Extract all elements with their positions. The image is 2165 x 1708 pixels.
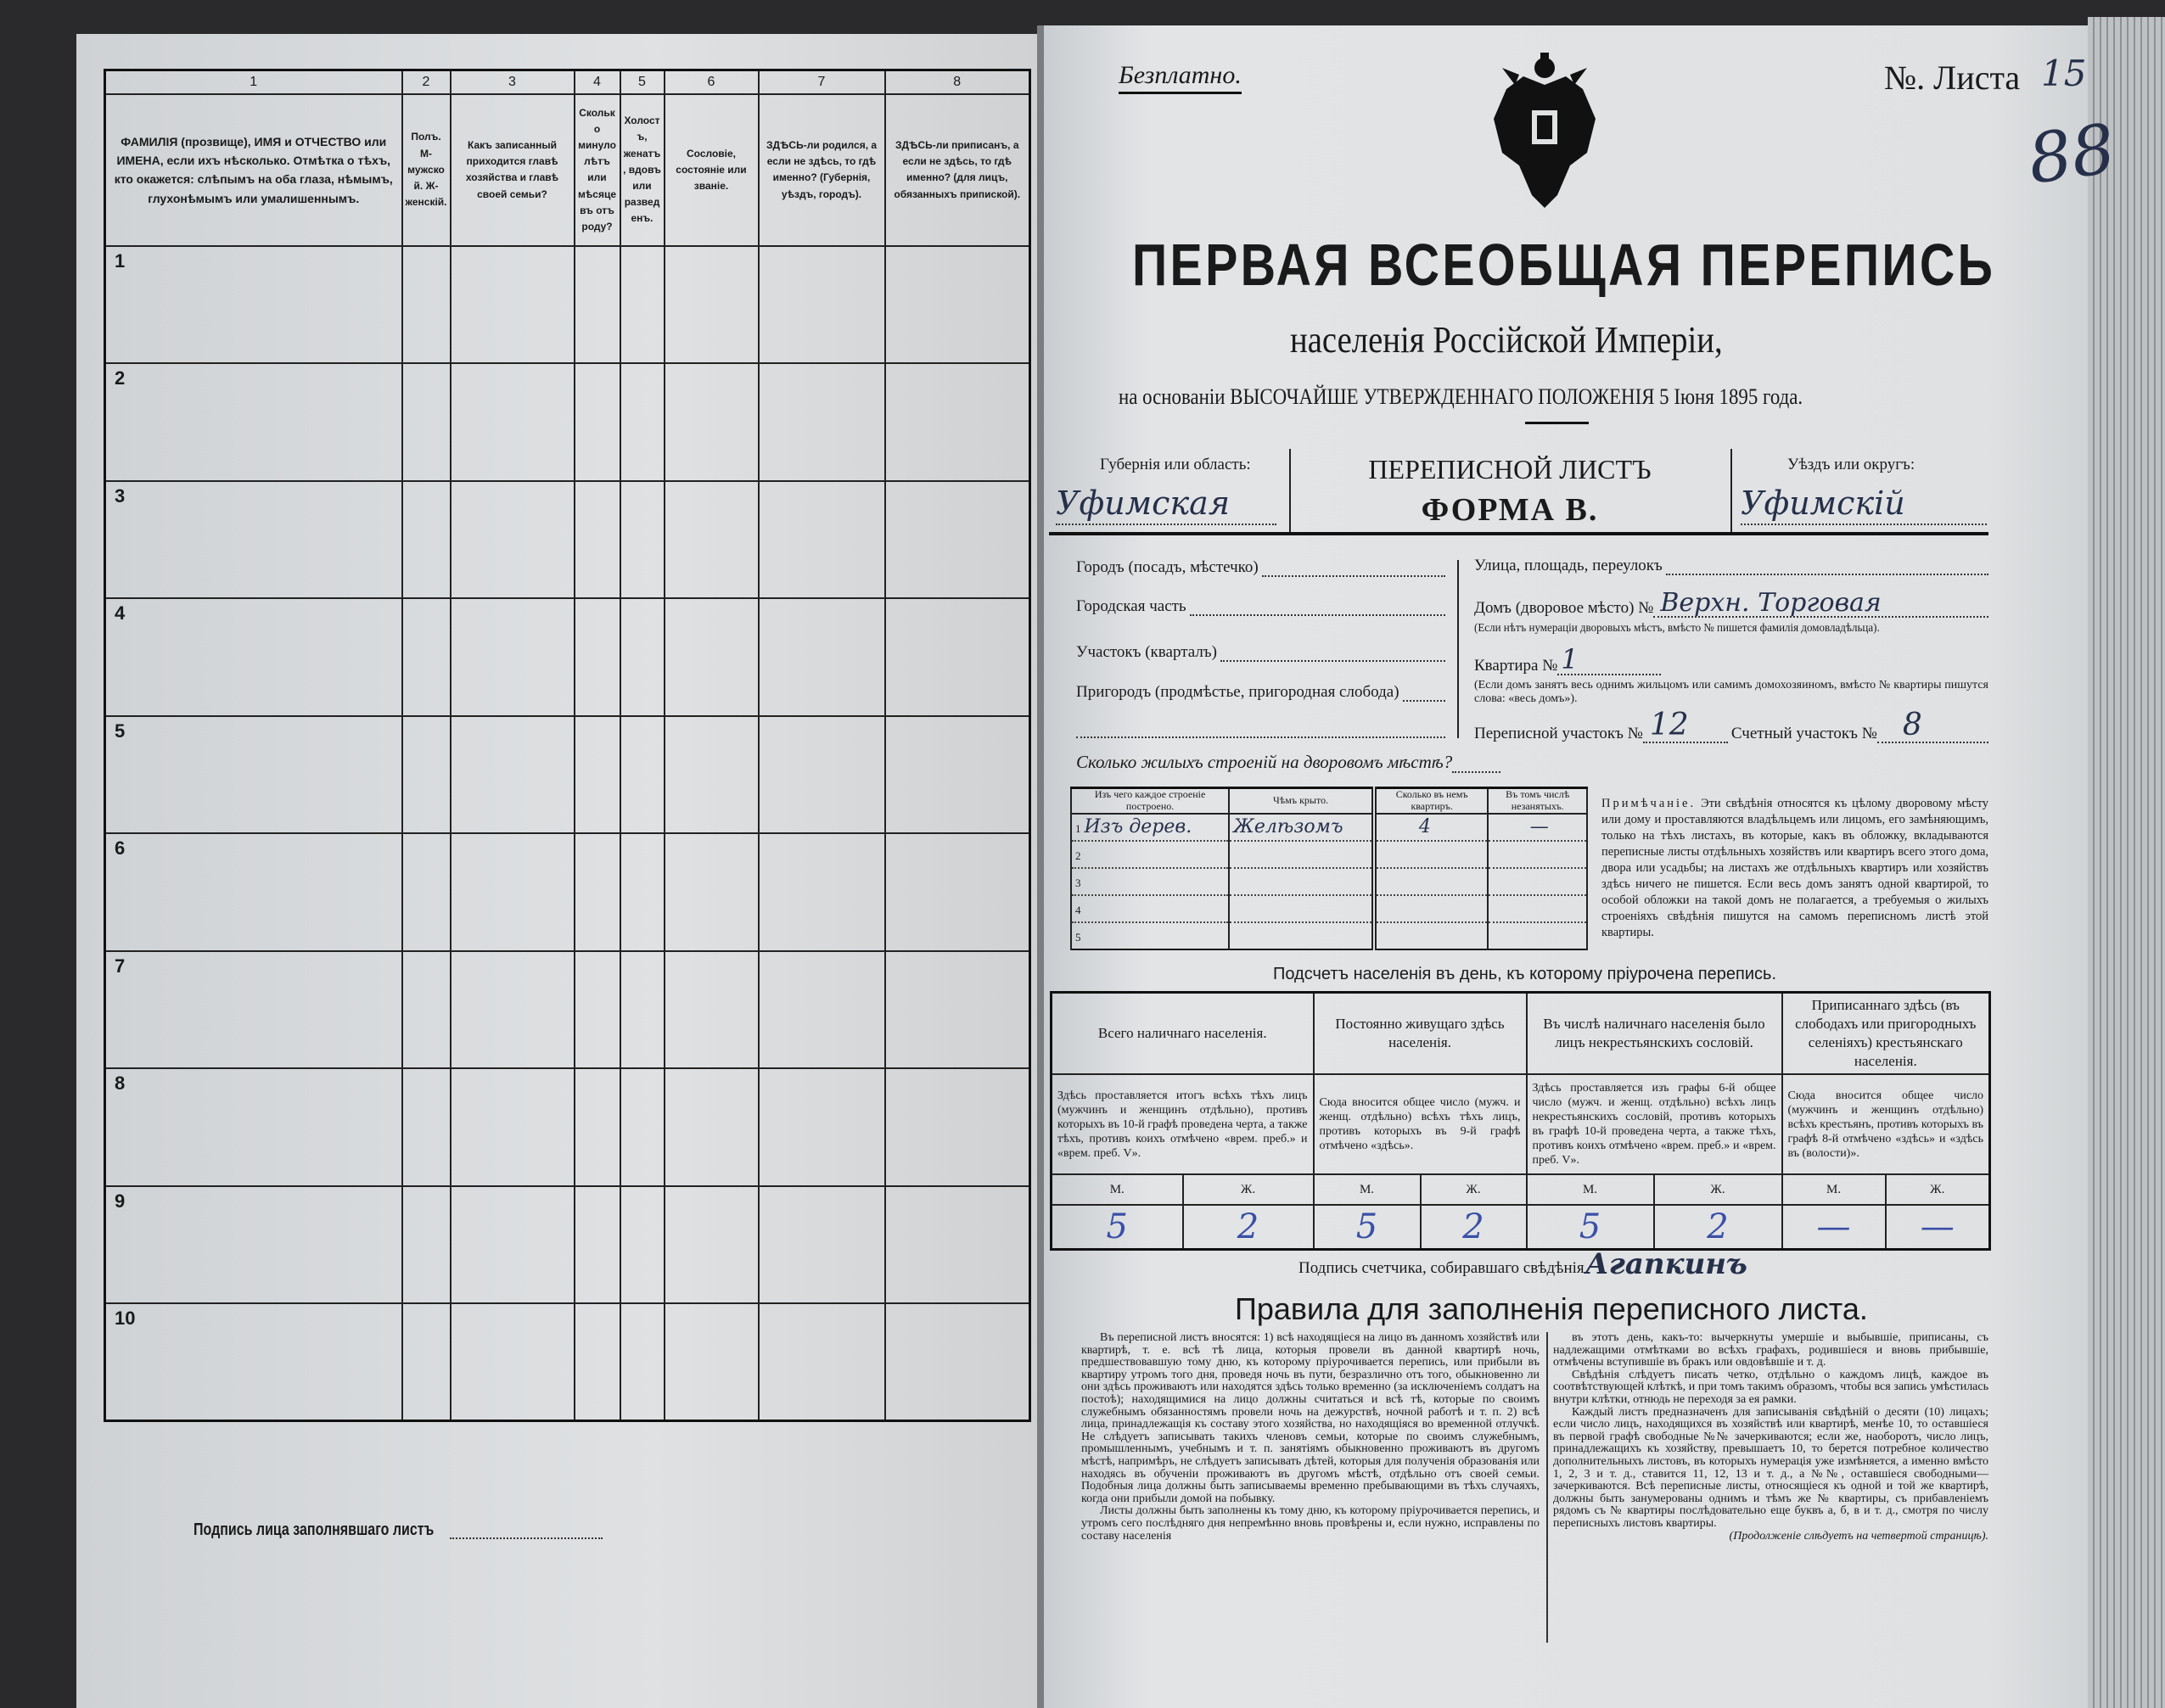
count-value[interactable]: 2 [1183, 1205, 1314, 1250]
table-row [105, 1186, 1030, 1303]
apartment-row [1474, 645, 1661, 675]
street-field[interactable] [1666, 557, 1988, 575]
building-number: 3 [1075, 876, 1081, 890]
row-number[interactable]: 8 [105, 1068, 402, 1185]
sex-label: М. [1782, 1174, 1886, 1205]
rules-paragraph: Въ переписной листъ вносятся: 1) всѣ находящіеся на лицо въ данномъ хозяйствѣ или квартирѣ, т. е. всѣ тѣ лица, которыя провели въ данной квартирѣ ночь, предшествовавшую тому дню, къ которому пріурочивается перепись, или прибыли въ квартиру утромъ того дня, проведя ночь въ пути, безразлично отъ того, обыкновенно ли они здѣсь проживаютъ или находятся здѣсь только временно (за исключеніемъ солдатъ на постоѣ); находящимися на лицо должны считаться и всѣ тѣ, которые по своимъ служебнымъ обязанностямъ провели ночь на дежурствѣ, ночной работѣ и т. п. 2) всѣ лица, принадлежащія къ составу этого хозяйства, но находящіяся во временной отлучкѣ. Не слѣдуетъ записывать такихъ членовъ семьи, которые по своимъ служебнымъ, промышленнымъ, учебнымъ и т. п. занятіямъ обыкновенно проживаютъ въ другомъ мѣстѣ, напримѣръ, не слѣдуетъ записывать дѣтей, которыя для полученія образованія или находясь въ обученіи проживаютъ въ другомъ мѣстѣ, отдѣльно отъ своей семьи. Подобныя лица должны быть записываемы временно пребывающими въ тѣхъ случаяхъ, когда они прибыли домой на побывку. [1081, 1331, 1540, 1505]
table-row [1071, 841, 1587, 868]
enumerator-signature-label: Подпись счетчика, собиравшаго свѣдѣнія [1298, 1259, 1584, 1277]
table-cell[interactable] [665, 951, 759, 1068]
row-number[interactable]: 3 [105, 481, 402, 598]
table-cell[interactable] [885, 598, 1030, 715]
house-field[interactable]: Верхн. Торговая [1653, 591, 1988, 618]
table-cell[interactable] [620, 481, 665, 598]
table-cell[interactable] [575, 1068, 620, 1185]
count-title: Подсчетъ населенія въ день, къ которому пріурочена перепись. [1273, 965, 1777, 983]
document-title: ПЕРВАЯ ВСЕОБЩАЯ ПЕРЕПИСЬ [1132, 232, 1996, 298]
apartments-cell[interactable] [1374, 922, 1488, 949]
district-field[interactable]: Уфимскій [1741, 483, 1987, 525]
table-cell[interactable] [620, 246, 665, 363]
apartment-field[interactable]: 1 [1557, 645, 1661, 675]
table-row [1071, 814, 1587, 841]
table-cell[interactable] [451, 481, 575, 598]
count-value[interactable]: — [1782, 1205, 1886, 1250]
table-row [1071, 868, 1587, 895]
count-description: Сюда вносится общее число (мужчинъ и женщинъ отдѣльно) всѣхъ крестьянъ, противъ которыхъ въ графѣ 8-й отмѣчено «здѣсь» и «здѣсь въ (волости)». [1782, 1074, 1990, 1174]
sex-label: Ж. [1183, 1174, 1314, 1205]
table-row [105, 363, 1030, 480]
form-header-band [1049, 449, 1988, 535]
table-cell[interactable] [759, 363, 885, 480]
vacant-cell[interactable] [1488, 895, 1587, 922]
roof-cell[interactable] [1229, 841, 1374, 868]
table-cell[interactable] [885, 363, 1030, 480]
sex-label: М. [1052, 1174, 1183, 1205]
enumerator-signature: Агапкинъ [1585, 1247, 1747, 1281]
count-header: Въ числѣ наличнаго населенія было лицъ некрестьянскихъ сословій. [1527, 993, 1782, 1075]
table-cell[interactable] [759, 1303, 885, 1421]
column-header: Холостъ, женатъ, вдовъ или разведенъ. [620, 94, 665, 246]
table-cell[interactable] [402, 1068, 451, 1185]
filler-signature-line[interactable] [450, 1537, 603, 1539]
table-cell[interactable] [451, 716, 575, 833]
table-cell[interactable] [759, 833, 885, 950]
table-cell[interactable] [402, 1303, 451, 1421]
rules-paragraph: въ этотъ день, какъ-то: вычеркнуты умершіе и выбывшіе, приписаны, съ надлежащими отмѣтками во всѣхъ графахъ, родившіеся и вновь прибывшіе, отмѣчены вступившіе въ бракъ или овдовѣвшіе и т. д. [1553, 1331, 1988, 1369]
table-cell[interactable] [451, 1186, 575, 1303]
sex-label: Ж. [1654, 1174, 1782, 1205]
table-row [105, 481, 1030, 598]
table-cell[interactable] [885, 833, 1030, 950]
roof-cell[interactable]: Желѣзомъ [1229, 814, 1374, 841]
table-cell[interactable] [620, 833, 665, 950]
table-cell[interactable] [402, 481, 451, 598]
address-label: Пригородъ (продмѣстье, пригородная слобода) [1076, 683, 1399, 701]
table-cell[interactable] [665, 1303, 759, 1421]
rules-divider [1546, 1332, 1548, 1643]
table-row [1071, 895, 1587, 922]
table-cell[interactable] [451, 1068, 575, 1185]
row-number[interactable]: 7 [105, 951, 402, 1068]
archive-number: 88 [2023, 109, 2120, 199]
address-extra-line[interactable] [1076, 736, 1445, 738]
note-title: Примѣчаніе. [1601, 797, 1697, 810]
rules-paragraph: Листы должны быть заполнены къ тому дню, къ которому пріурочивается перепись, и утромъ сего послѣдняго дня непремѣнно вновь провѣрены и, если нужно, исправлены по составу населенія [1081, 1504, 1540, 1543]
table-cell[interactable] [885, 246, 1030, 363]
form-title: ПЕРЕПИСНОЙ ЛИСТЪ [1368, 454, 1652, 484]
table-cell[interactable] [402, 246, 451, 363]
apartments-cell[interactable] [1374, 868, 1488, 895]
address-row [1076, 643, 1445, 662]
building-number: 2 [1075, 849, 1081, 863]
table-cell[interactable] [759, 598, 885, 715]
rules-title: Правила для заполненія переписного листа. [1235, 1291, 1868, 1326]
count-value[interactable]: 2 [1421, 1205, 1527, 1250]
table-row [105, 951, 1030, 1068]
address-divider [1457, 560, 1459, 738]
sex-label: Ж. [1886, 1174, 1990, 1205]
vacant-cell[interactable] [1488, 841, 1587, 868]
column-number: 3 [451, 70, 575, 94]
material-cell[interactable] [1071, 814, 1229, 841]
house-label: Домъ (дворовое мѣсто) № [1474, 599, 1654, 617]
table-cell[interactable] [402, 598, 451, 715]
material-value: Изъ дерев. [1084, 816, 1192, 838]
table-cell[interactable] [575, 951, 620, 1068]
table-cell[interactable] [402, 363, 451, 480]
apartment-note: (Если домъ занятъ весь однимъ жильцомъ или самимъ домохозяиномъ, вмѣсто № квартиры пишутся слова: «весь домъ»). [1474, 679, 1988, 705]
address-row [1076, 597, 1445, 616]
rules-paragraph: Каждый листъ предназначенъ для записыванія свѣдѣній о десяти (10) лицахъ; если число лицъ, находящихся въ хозяйствѣ или квартирѣ, менѣе 10, то оставшіеся въ первой графѣ свободные №№ зачеркиваются; если же, наоборотъ, число лицъ, принадлежащихъ къ хозяйству, превышаетъ 10, то берется потребное количество дополнительныхъ листовъ, въ которыхъ нумерація уже измѣняется, а именно вмѣсто 1, 2, 3 и т. д., ставится 11, 12, 13 и т. д., а №№, оставшіеся свободными—зачеркиваются. Всѣ переписные листы, относящіеся къ одной и той же квартирѣ, должны быть занумерованы однимъ и тѣмъ же № квартиры, съ прибавленіемъ рядомъ съ № квартиры послѣдовательно еще буквъ а, б, в и т. д., смотря по числу переписныхъ листовъ квартиры. [1553, 1405, 1988, 1530]
free-label: Безплатно. [1119, 61, 1242, 94]
table-row [105, 833, 1030, 950]
table-cell[interactable] [620, 951, 665, 1068]
buildings-note [1601, 796, 1988, 941]
building-number: 1 [1075, 822, 1081, 836]
row-number[interactable]: 1 [105, 246, 402, 363]
address-field[interactable] [1403, 683, 1445, 702]
table-cell[interactable] [575, 246, 620, 363]
address-label: Участокъ (кварталъ) [1076, 643, 1217, 661]
table-row [1071, 922, 1587, 949]
sheet-number-label: №. Листа [1884, 59, 2021, 97]
title-rule [1525, 422, 1589, 424]
table-cell[interactable] [759, 951, 885, 1068]
rules-right-column [1553, 1332, 1988, 1543]
table-cell[interactable] [620, 598, 665, 715]
table-cell[interactable] [665, 246, 759, 363]
vacant-cell[interactable] [1488, 922, 1587, 949]
form-type: ФОРМА В. [1421, 492, 1599, 528]
column-header: ЗДѢСЬ-ли приписанъ, а если не здѣсь, то гдѣ именно? (для лицъ, обязанныхъ припиской). [885, 94, 1030, 246]
column-header: Сословіе, состояніе или званіе. [665, 94, 759, 246]
buildings-header: Изъ чего каждое строеніе построено. [1071, 788, 1229, 814]
table-cell[interactable] [451, 598, 575, 715]
count-value[interactable]: 5 [1314, 1205, 1421, 1250]
column-number: 6 [665, 70, 759, 94]
column-header: ЗДѢСЬ-ли родился, а если не здѣсь, то гдѣ именно? (Губернія, уѣздъ, городъ). [759, 94, 885, 246]
column-header: ФАМИЛІЯ (прозвище), ИМЯ и ОТЧЕСТВО или ИМЕНА, если ихъ нѣсколько. Отмѣтка о тѣхъ, кто окажется: слѣпымъ на оба глаза, нѣмымъ, глухонѣмымъ или умалишеннымъ. [105, 94, 402, 246]
buildings-question-row [1076, 752, 1500, 773]
rules-paragraph: Свѣдѣнія слѣдуетъ писать четко, отдѣльно о каждомъ лицѣ, каждое въ соотвѣтствующей клѣткѣ, и при томъ такимъ образомъ, чтобы вся запись умѣстилась внутри клѣтки, отнюдь не переходя за ея рамки. [1553, 1368, 1988, 1406]
table-cell[interactable] [759, 1068, 885, 1185]
column-number: 2 [402, 70, 451, 94]
count-value[interactable]: 5 [1052, 1205, 1183, 1250]
table-cell[interactable] [402, 833, 451, 950]
buildings-header: Сколько въ немъ квартиръ. [1374, 788, 1488, 814]
table-row [105, 246, 1030, 363]
book-gutter [1037, 25, 1044, 1708]
count-description: Сюда вносится общее число (мужч. и женщ. отдѣльно) всѣхъ тѣхъ лицъ, противъ которыхъ въ 9-й графѣ отмѣчено «здѣсь». [1314, 1074, 1527, 1174]
legal-basis: на основаніи ВЫСОЧАЙШЕ УТВЕРЖДЕННАГО ПОЛОЖЕНІЯ 5 Іюня 1895 года. [1119, 384, 1803, 409]
table-row [105, 1303, 1030, 1421]
table-cell[interactable] [575, 363, 620, 480]
table-cell[interactable] [575, 598, 620, 715]
table-cell[interactable] [759, 716, 885, 833]
building-number: 4 [1075, 904, 1081, 917]
column-number: 7 [759, 70, 885, 94]
table-row [105, 716, 1030, 833]
column-number: 8 [885, 70, 1030, 94]
count-value[interactable]: 2 [1654, 1205, 1782, 1250]
address-field[interactable] [1220, 643, 1445, 662]
table-cell[interactable] [665, 598, 759, 715]
rules-left-column [1081, 1332, 1540, 1543]
sex-label: М. [1314, 1174, 1421, 1205]
row-number[interactable]: 2 [105, 363, 402, 480]
material-cell[interactable] [1071, 922, 1229, 949]
count-header: Постоянно живущаго здѣсь населенія. [1314, 993, 1527, 1075]
table-cell[interactable] [575, 716, 620, 833]
table-cell[interactable] [402, 716, 451, 833]
house-row [1474, 588, 1988, 618]
buildings-question: Сколько жилыхъ строеній на дворовомъ мѣстѣ? [1076, 752, 1453, 772]
row-number[interactable]: 6 [105, 833, 402, 950]
buildings-answer-field[interactable] [1452, 752, 1500, 773]
column-number: 5 [620, 70, 665, 94]
table-cell[interactable] [451, 363, 575, 480]
apartments-cell[interactable] [1374, 841, 1488, 868]
table-cell[interactable] [575, 833, 620, 950]
table-cell[interactable] [885, 951, 1030, 1068]
column-header: Какъ записанный приходится главѣ хозяйства и главѣ своей семьи? [451, 94, 575, 246]
province-field[interactable]: Уфимская [1056, 483, 1276, 525]
buildings-header: Въ томъ числѣ незанятыхъ. [1488, 788, 1587, 814]
building-number: 5 [1075, 931, 1081, 944]
house-note: (Если нѣтъ нумераціи дворовыхъ мѣстъ, вмѣсто № пишется фамилія домовладѣльца). [1474, 622, 1880, 635]
district-label: Уѣздъ или округъ: [1787, 456, 1915, 473]
vacant-cell[interactable] [1488, 868, 1587, 895]
census-district-field[interactable]: 12 [1643, 709, 1728, 743]
table-cell[interactable] [759, 481, 885, 598]
material-cell[interactable] [1071, 841, 1229, 868]
count-description: Здѣсь проставляется итогъ всѣхъ тѣхъ лицъ (мужчинъ и женщинъ отдѣльно), противъ которыхъ въ 10-й графѣ проведена черта, а также тѣхъ, противъ коихъ отмѣчено «врем. преб.» и «врем. преб. V». [1052, 1074, 1314, 1174]
page-stack-edge [2088, 17, 2165, 1708]
street-row [1474, 557, 1988, 575]
table-cell[interactable] [665, 1068, 759, 1185]
sex-label: М. [1527, 1174, 1654, 1205]
buildings-table [1070, 787, 1588, 950]
table-cell[interactable] [759, 1186, 885, 1303]
census-district-label: Переписной участокъ № [1474, 725, 1643, 742]
row-number[interactable]: 9 [105, 1186, 402, 1303]
count-header: Всего наличнаго населенія. [1052, 993, 1314, 1075]
table-cell[interactable] [575, 1303, 620, 1421]
table-cell[interactable] [620, 1068, 665, 1185]
table-row [105, 1068, 1030, 1185]
address-row [1076, 558, 1445, 577]
table-row [105, 598, 1030, 715]
apartment-label: Квартира № [1474, 657, 1558, 675]
district-numbers-row [1474, 709, 1988, 743]
table-cell[interactable] [575, 1186, 620, 1303]
table-cell[interactable] [665, 833, 759, 950]
table-cell[interactable] [451, 833, 575, 950]
roof-cell[interactable] [1229, 922, 1374, 949]
apartments-cell[interactable]: 4 [1374, 814, 1488, 841]
count-value[interactable]: 5 [1527, 1205, 1654, 1250]
table-cell[interactable] [885, 1303, 1030, 1421]
table-cell[interactable] [402, 1186, 451, 1303]
material-cell[interactable] [1071, 868, 1229, 895]
material-cell[interactable] [1071, 895, 1229, 922]
filler-signature-label: Подпись лица заполнявшаго листъ [194, 1520, 435, 1539]
address-field[interactable] [1262, 558, 1445, 577]
row-number[interactable]: 4 [105, 598, 402, 715]
table-cell[interactable] [620, 363, 665, 480]
roof-cell[interactable] [1229, 895, 1374, 922]
row-number[interactable]: 5 [105, 716, 402, 833]
province-label: Губернія или область: [1100, 456, 1251, 473]
roof-cell[interactable] [1229, 868, 1374, 895]
sex-label: Ж. [1421, 1174, 1527, 1205]
column-number: 1 [105, 70, 402, 94]
population-count-table [1050, 991, 1991, 1251]
table-cell[interactable] [885, 481, 1030, 598]
document-subtitle: населенія Россійской Имперіи, [1290, 319, 1723, 361]
count-district-label: Счетный участокъ № [1730, 725, 1877, 742]
table-cell[interactable] [665, 716, 759, 833]
table-cell[interactable] [620, 1186, 665, 1303]
table-cell[interactable] [620, 1303, 665, 1421]
street-label: Улица, площадь, переулокъ [1474, 557, 1663, 574]
table-cell[interactable] [885, 716, 1030, 833]
note-text: Эти свѣдѣнія относятся къ цѣлому дворовому мѣсту или дому и проставляются владѣльцемъ или лицомъ, его замѣняющимъ, только на тѣхъ листахъ, въ которые, какъ въ обложку, вкладываются переписные листы отдѣльныхъ хозяйствъ или квартиръ всего этого дома, двора или усадьбы; на листахъ же отдѣльныхъ квартиръ или хозяйствъ здѣсь ничего не пишется. Если весь домъ занятъ одной квартирой, то особой обложки на такой домъ не полагается, а требуемыя о жилыхъ строеніяхъ свѣдѣнія пишутся на самомъ переписномъ листѣ этой квартиры. [1601, 797, 1988, 939]
table-cell[interactable] [451, 246, 575, 363]
table-cell[interactable] [885, 1186, 1030, 1303]
table-cell[interactable] [885, 1068, 1030, 1185]
table-cell[interactable] [575, 481, 620, 598]
table-cell[interactable] [451, 1303, 575, 1421]
buildings-header: Чѣмъ крыто. [1229, 788, 1374, 814]
table-cell[interactable] [620, 716, 665, 833]
table-cell[interactable] [665, 481, 759, 598]
row-number[interactable]: 10 [105, 1303, 402, 1421]
count-header: Приписаннаго здѣсь (въ слободахъ или пригородныхъ селеніяхъ) крестьянскаго населенія. [1782, 993, 1990, 1075]
column-number: 4 [575, 70, 620, 94]
count-district-field[interactable]: 8 [1877, 709, 1988, 743]
table-cell[interactable] [402, 951, 451, 1068]
address-label: Городская часть [1076, 597, 1186, 615]
count-description: Здѣсь проставляется изъ графы 6-й общее число (мужч. и женщ. отдѣльно) всѣхъ лицъ некрестьянскихъ сословій, противъ которыхъ въ графѣ 10-й проведена черта, а также тѣхъ, противъ коихъ отмѣчено «врем. преб.» и «врем. преб. V». [1527, 1074, 1782, 1174]
address-row [1076, 683, 1445, 702]
rules-continued: (Продолженіе слѣдуетъ на четвертой страницѣ). [1729, 1529, 1988, 1543]
count-value[interactable]: — [1886, 1205, 1990, 1250]
table-cell[interactable] [665, 1186, 759, 1303]
column-header: Сколько минуло лѣтъ или мѣсяцевъ отъ роду? [575, 94, 620, 246]
address-label: Городъ (посадъ, мѣстечко) [1076, 558, 1259, 576]
address-field[interactable] [1190, 597, 1445, 616]
apartments-cell[interactable] [1374, 895, 1488, 922]
table-cell[interactable] [451, 951, 575, 1068]
census-table [104, 69, 1031, 1422]
vacant-cell[interactable]: — [1488, 814, 1587, 841]
table-cell[interactable] [665, 363, 759, 480]
sheet-number-value: 15 [2041, 53, 2087, 94]
double-headed-eagle-icon [1481, 51, 1608, 212]
column-header: Полъ. М-мужской. Ж-женскій. [402, 94, 451, 246]
table-cell[interactable] [759, 246, 885, 363]
